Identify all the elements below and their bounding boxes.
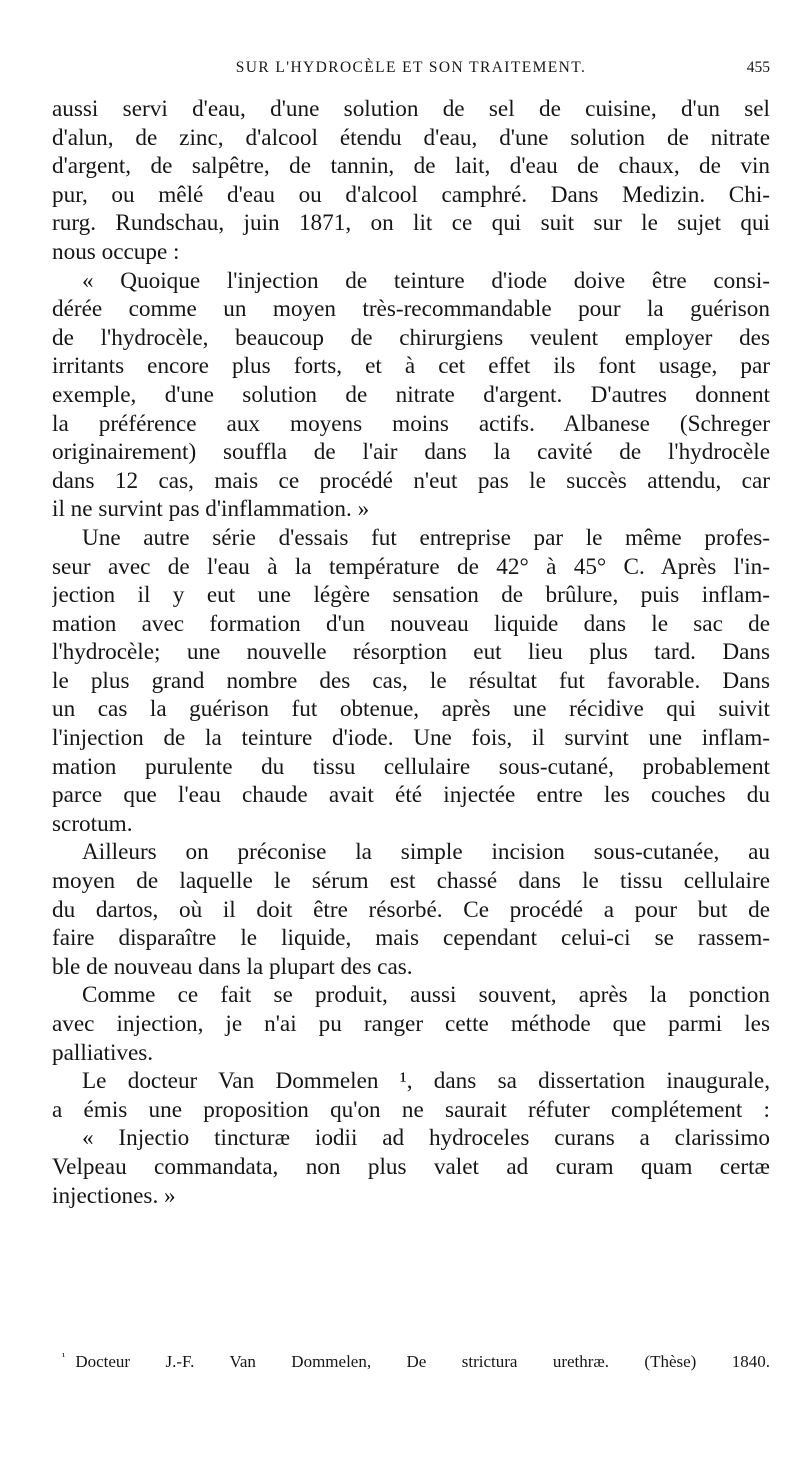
text-line: irritants encore plus forts, et à cet effet ils font usage, par xyxy=(52,353,770,380)
text-line: nous occupe : xyxy=(52,238,180,265)
text-line: le plus grand nombre des cas, le résultat fut favorable. Dans xyxy=(52,667,770,694)
text-line: Velpeau commandata, non plus valet ad curam quam certæ xyxy=(52,1153,770,1180)
text-line: seur avec de l'eau à la température de 42° à 45° C. Après l'in- xyxy=(52,553,770,580)
text-line: « Quoique l'injection de teinture d'iode doive être consi- xyxy=(82,267,770,294)
text-line: l'injection de la teinture d'iode. Une fois, il survint une inflam- xyxy=(52,725,770,752)
text-line: Comme ce fait se produit, aussi souvent, après la ponction xyxy=(82,982,770,1009)
running-title: SUR L'HYDROCÈLE ET SON TRAITEMENT. xyxy=(235,59,587,76)
text-line: mation purulente du tissu cellulaire sous-cutané, probablement xyxy=(52,753,770,780)
text-line: de l'hydrocèle, beaucoup de chirurgiens veulent employer des xyxy=(52,324,770,351)
text-line: il ne survint pas d'inflammation. » xyxy=(52,496,370,523)
text-line: pur, ou mêlé d'eau ou d'alcool camphré. Dans Medizin. Chi- xyxy=(52,181,770,208)
text-line: un cas la guérison fut obtenue, après une récidive qui suivit xyxy=(52,696,770,723)
text-line: jection il y eut une légère sensation de brûlure, puis inflam- xyxy=(52,582,770,609)
footnote xyxy=(52,1351,770,1373)
text-line: Une autre série d'essais fut entreprise par le même profes- xyxy=(82,524,770,551)
text-line: d'alun, de zinc, d'alcool étendu d'eau, d'une solution de nitrate xyxy=(52,124,770,151)
text-line: l'hydrocèle; une nouvelle résorption eut lieu plus tard. Dans xyxy=(52,639,770,666)
text-line: Le docteur Van Dommelen ¹, dans sa dissertation inaugurale, xyxy=(82,1068,770,1095)
text-line: exemple, d'une solution de nitrate d'argent. D'autres donnent xyxy=(52,381,770,408)
page-header xyxy=(52,57,770,81)
text-line: avec injection, je n'ai pu ranger cette méthode que parmi les xyxy=(52,1011,770,1037)
text-line: aussi servi d'eau, d'une solution de sel de cuisine, d'un sel xyxy=(52,96,770,122)
text-line: rurg. Rundschau, juin 1871, on lit ce qui suit sur le sujet qui xyxy=(52,210,770,237)
footnote-marker: ¹ xyxy=(62,1351,66,1364)
text-line: palliatives. xyxy=(52,1039,154,1066)
text-line: dérée comme un moyen très-recommandable pour la guérison xyxy=(52,296,770,323)
text-line: parce que l'eau chaude avait été injectée entre les couches du xyxy=(52,782,770,809)
text-line: injectiones. » xyxy=(52,1182,176,1209)
text-line: scrotum. xyxy=(52,810,133,837)
text-line: a émis une proposition qu'on ne saurait réfuter complétement : xyxy=(52,1096,770,1123)
text-line: dans 12 cas, mais ce procédé n'eut pas le succès attendu, car xyxy=(52,467,770,494)
text-line: « Injectio tincturæ iodii ad hydroceles curans a clarissimo xyxy=(82,1125,770,1152)
footnote-text: Docteur J.-F. Van Dommelen, De strictura urethræ. (Thèse) 1840. xyxy=(75,1352,770,1371)
page-number: 455 xyxy=(746,59,770,76)
text-line: la préférence aux moyens moins actifs. Albanese (Schreger xyxy=(52,410,770,437)
body-text xyxy=(52,95,770,1210)
text-line: faire disparaître le liquide, mais cependant celui-ci se rassem- xyxy=(52,925,770,952)
text-line: Ailleurs on préconise la simple incision sous-cutanée, au xyxy=(82,839,770,866)
text-line: d'argent, de salpêtre, de tannin, de lait, d'eau de chaux, de vin xyxy=(52,153,770,180)
text-line: originairement) souffla de l'air dans la cavité de l'hydrocèle xyxy=(52,439,770,466)
text-line: du dartos, où il doit être résorbé. Ce procédé a pour but de xyxy=(52,896,770,923)
text-line: mation avec formation d'un nouveau liquide dans le sac de xyxy=(52,610,770,637)
text-line: ble de nouveau dans la plupart des cas. xyxy=(52,953,413,980)
text-line: moyen de laquelle le sérum est chassé dans le tissu cellulaire xyxy=(52,868,770,895)
